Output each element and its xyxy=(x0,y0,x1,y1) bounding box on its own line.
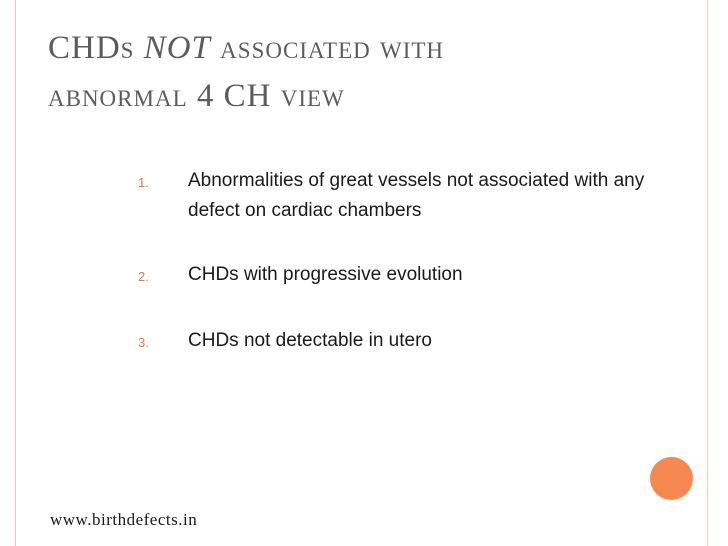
title-part1: CHDs xyxy=(48,30,144,66)
numbered-list xyxy=(138,166,698,392)
slide-title xyxy=(48,24,648,120)
title-line2: abnormal 4 CH view xyxy=(48,78,345,114)
list-item-number: 2. xyxy=(138,269,149,284)
list-item xyxy=(138,260,698,292)
accent-circle xyxy=(650,457,693,500)
list-item-text: Abnormalities of great vessels not associated with any defect on cardiac chambers xyxy=(188,170,645,221)
list-item xyxy=(138,326,698,358)
list-item-number: 1. xyxy=(138,175,149,190)
title-part2: associated with xyxy=(210,30,445,66)
list-item-text: CHDs with progressive evolution xyxy=(188,264,463,285)
footer-url: www.birthdefects.in xyxy=(50,510,198,529)
title-emphasis: NOT xyxy=(143,30,211,66)
list-item-number: 3. xyxy=(138,335,149,350)
list-item xyxy=(138,166,698,226)
left-border-decoration xyxy=(0,0,36,546)
list-item-text: CHDs not detectable in utero xyxy=(188,330,432,351)
